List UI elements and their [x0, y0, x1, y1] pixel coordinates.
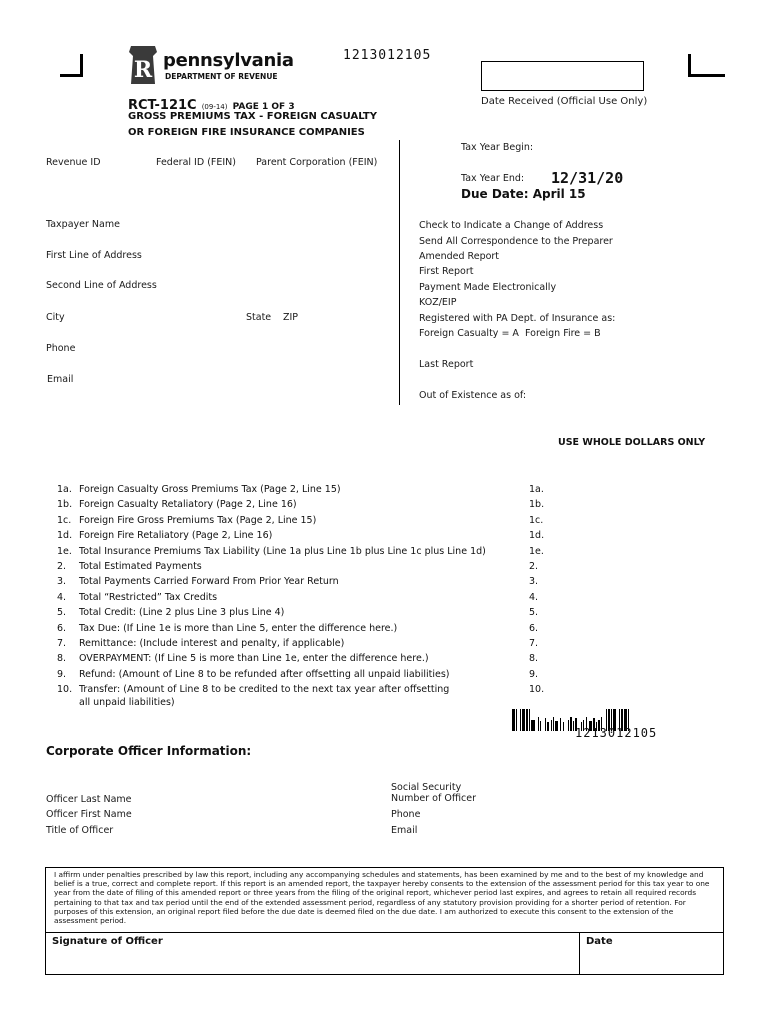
- city-label: City: [46, 312, 65, 323]
- affirmation-text: I affirm under penalties prescribed by law this report, including any accompanying schedules and statements, has been examined by me and to the best of my knowledge and belief is a true, correct and complete report. If this report is an amended report, the taxpayer hereby consents to the extension of the assessment period for this tax year to one year from the date of filing of this amended report or three years from the filing of the original report, whichever period last expires, and agrees to retain all required records pertaining to that tax and tax period until the end of the extended assessment period, regardless of any statutory provision providing for a shorter period of retention. For purposes of this extension, an original report filed before the due date is deemed filed on the due date. I am authorized to execute this consent to the extension of the assessment period.: [54, 870, 710, 926]
- keystone-logo: [127, 44, 159, 86]
- date-received-label: Date Received (Official Use Only): [481, 96, 648, 107]
- out-of-existence-label: Out of Existence as of:: [419, 390, 527, 401]
- due-date: Due Date: April 15: [461, 187, 586, 201]
- check-koz-eip[interactable]: KOZ/EIP: [419, 297, 457, 308]
- officer-ssn-label-1: Social Security: [391, 782, 462, 793]
- whole-dollars-note: USE WHOLE DOLLARS ONLY: [558, 437, 706, 448]
- line-number: 1a.: [57, 484, 72, 495]
- check-change-address[interactable]: Check to Indicate a Change of Address: [419, 220, 604, 231]
- agency-dept: DEPARTMENT OF REVENUE: [165, 72, 278, 81]
- line-number: 5.: [57, 607, 67, 619]
- taxpayer-name-label: Taxpayer Name: [46, 219, 120, 230]
- signature-field[interactable]: [46, 933, 580, 975]
- line-description: Transfer: (Amount of Line 8 to be credited to the next tax year after offsetting: [79, 684, 450, 696]
- line-amount-field[interactable]: 1e.: [529, 545, 544, 557]
- officer-title-label: Title of Officer: [46, 825, 114, 836]
- line-description: Total Insurance Premiums Tax Liability (Line 1a plus Line 1b plus Line 1c plus Line 1d): [79, 545, 486, 557]
- corner-mark-left: [60, 54, 83, 77]
- line-amount-field[interactable]: 8.: [529, 653, 539, 665]
- line-description: Refund: (Amount of Line 8 to be refunded after offsetting all unpaid liabilities): [79, 668, 450, 680]
- foreign-fire-option: Foreign Fire = B: [525, 328, 601, 339]
- corner-mark-right: [688, 54, 725, 77]
- check-last-report[interactable]: Last Report: [419, 359, 474, 370]
- line-amount-field[interactable]: 6.: [529, 622, 539, 634]
- address-line2-label: Second Line of Address: [46, 280, 157, 291]
- tax-year-end-value: 12/31/20: [551, 169, 624, 187]
- check-first-report[interactable]: First Report: [419, 266, 474, 277]
- line-description: Foreign Casualty Retaliatory (Page 2, Line 16): [79, 499, 297, 511]
- email-label: Email: [47, 374, 74, 385]
- registered-label: Registered with PA Dept. of Insurance as:: [419, 313, 616, 324]
- date-label: Date: [586, 936, 613, 947]
- line-description: Foreign Casualty Gross Premiums Tax (Page 2, Line 15): [79, 484, 341, 495]
- line-amount-field[interactable]: 1c.: [529, 514, 544, 526]
- line-amount-field[interactable]: 10.: [529, 684, 545, 696]
- line-description: Total “Restricted” Tax Credits: [79, 591, 218, 603]
- line-number: 1c.: [57, 514, 72, 526]
- officer-last-name-label: Officer Last Name: [46, 794, 132, 805]
- parent-corp-label: Parent Corporation (FEIN): [256, 157, 378, 168]
- state-label: State: [246, 312, 272, 323]
- line-description: OVERPAYMENT: (If Line 5 is more than Line 1e, enter the difference here.): [79, 653, 429, 665]
- line-description: Total Estimated Payments: [79, 561, 202, 572]
- line-amount-field[interactable]: 1b.: [529, 499, 545, 511]
- signature-label: Signature of Officer: [52, 936, 163, 947]
- line-description: Total Credit: (Line 2 plus Line 3 plus Line 4): [79, 607, 285, 619]
- zip-label: ZIP: [283, 312, 299, 323]
- officer-email-label: Email: [391, 825, 418, 836]
- line-amount-field[interactable]: 4.: [529, 591, 539, 603]
- line-amount-field[interactable]: 9.: [529, 668, 539, 680]
- date-received-box[interactable]: [481, 61, 644, 91]
- phone-label: Phone: [46, 343, 76, 354]
- form-title-2: OR FOREIGN FIRE INSURANCE COMPANIES: [128, 127, 365, 138]
- line-amount-field[interactable]: 2.: [529, 561, 539, 572]
- doc-number: 1213012105: [343, 48, 432, 63]
- tax-year-begin-label: Tax Year Begin:: [461, 142, 534, 153]
- line-10-continuation: all unpaid liabilities): [79, 697, 175, 708]
- officer-first-name-label: Officer First Name: [46, 809, 132, 820]
- check-amended-report[interactable]: Amended Report: [419, 251, 500, 262]
- line-description: Foreign Fire Gross Premiums Tax (Page 2, Line 15): [79, 514, 317, 526]
- form-id: RCT-121C: [128, 98, 197, 113]
- check-send-correspondence[interactable]: Send All Correspondence to the Preparer: [419, 236, 613, 247]
- form-rev: (09-14): [201, 103, 228, 111]
- line-amount-field[interactable]: 5.: [529, 607, 539, 619]
- line-number: 10.: [57, 684, 73, 696]
- line-number: 2.: [57, 561, 67, 572]
- officer-phone-label: Phone: [391, 809, 421, 820]
- line-number: 7.: [57, 638, 67, 649]
- federal-id-label: Federal ID (FEIN): [156, 157, 236, 168]
- address-line1-label: First Line of Address: [46, 250, 142, 261]
- svg-text:R: R: [133, 57, 153, 83]
- line-number: 8.: [57, 653, 67, 665]
- line-number: 1b.: [57, 499, 73, 511]
- officer-ssn-label-2: Number of Officer: [391, 793, 476, 804]
- officer-heading: Corporate Officer Information:: [46, 744, 252, 758]
- line-amount-field[interactable]: 1d.: [529, 530, 545, 542]
- line-description: Remittance: (Include interest and penalty, if applicable): [79, 638, 345, 649]
- vertical-divider: [399, 140, 400, 405]
- form-page: PAGE 1 OF 3: [232, 102, 295, 112]
- line-amount-field[interactable]: 7.: [529, 638, 539, 649]
- line-number: 6.: [57, 622, 67, 634]
- line-amount-field[interactable]: 1a.: [529, 484, 544, 495]
- line-number: 9.: [57, 668, 67, 680]
- line-description: Total Payments Carried Forward From Prior Year Return: [79, 576, 339, 588]
- barcode-number: 1213012105: [575, 726, 658, 740]
- affirmation-box: [45, 867, 724, 975]
- line-number: 3.: [57, 576, 67, 588]
- line-description: Foreign Fire Retaliatory (Page 2, Line 16): [79, 530, 273, 542]
- line-number: 4.: [57, 591, 67, 603]
- form-title-1: GROSS PREMIUMS TAX - FOREIGN CASUALTY: [128, 111, 377, 122]
- line-amount-field[interactable]: 3.: [529, 576, 539, 588]
- line-number: 1d.: [57, 530, 73, 542]
- check-payment-electronic[interactable]: Payment Made Electronically: [419, 282, 557, 293]
- revenue-id-label: Revenue ID: [46, 157, 101, 168]
- line-description: Tax Due: (If Line 1e is more than Line 5, enter the difference here.): [79, 622, 398, 634]
- agency-name: pennsylvania: [163, 50, 294, 71]
- foreign-casualty-option: Foreign Casualty = A: [419, 328, 519, 339]
- line-number: 1e.: [57, 545, 72, 557]
- tax-year-end-label: Tax Year End:: [461, 173, 525, 184]
